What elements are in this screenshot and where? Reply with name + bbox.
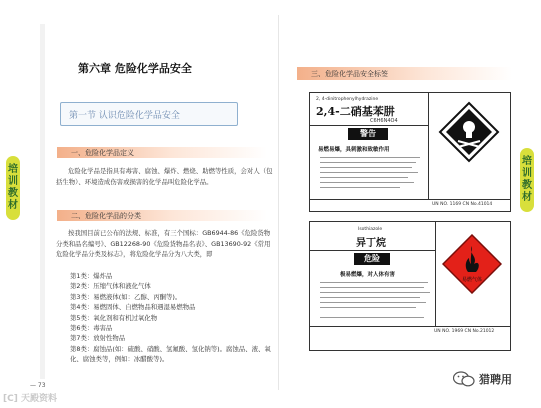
label-english-name: Isothiazole	[358, 227, 383, 232]
list-item: 第5类：氧化剂和有机过氧化物	[70, 313, 158, 322]
side-tab-char: 训	[8, 176, 18, 187]
hazard-statement: 极易燃爆，对人体有害	[340, 272, 396, 278]
text-line	[320, 157, 420, 158]
list-item: 第4类：易燃固体、自燃物品和遇湿易燃物品	[70, 303, 196, 312]
text-line	[320, 307, 416, 308]
watermark-right-text: 猎聘用	[479, 373, 512, 386]
list-item: 第6类：毒害品	[70, 324, 113, 333]
heading-classification-text: 二、危险化学品的分类	[71, 212, 141, 220]
classification-paragraph: 按我国目前已公布的法规、标准，有三个国标：GB6944-86《危险货物分类和品名编号》、GB12268-90《危险货物品名表》、GB13690-92《常用危险化学品分类及标志》，将危险化学品分为八大类，即	[56, 229, 271, 258]
list-item: 第2类：压缩气体和液化气体	[70, 282, 151, 291]
un-number: UN NO. 1969 CN No.21012	[434, 329, 495, 334]
text-line	[320, 282, 428, 283]
side-tab-char: 训	[522, 168, 532, 179]
heading-classification	[57, 210, 267, 221]
side-tab-char: 材	[8, 200, 18, 211]
page-spine	[278, 15, 279, 390]
section-title-box	[60, 102, 238, 126]
chapter-title: 第六章 危险化学品安全	[78, 62, 192, 75]
list-item: 第3类：易燃液体(如：乙醇、丙酮等)。	[70, 292, 182, 301]
divider	[310, 326, 510, 327]
toxic-hazard-diamond-icon	[438, 101, 500, 163]
list-item: 第8类：腐蚀品(如：硫酸、硝酸、氢氟酸、氢化钠等)。腐蚀品、液、氧化、腐蚀类等，例如：冰醋酸等)。	[70, 344, 271, 364]
divider	[310, 250, 435, 251]
side-tab-char: 培	[522, 156, 532, 167]
watermark-right	[453, 371, 512, 387]
flammable-gas-diamond-icon	[442, 234, 502, 294]
list-item: 第7类：放射性物品	[70, 334, 126, 343]
signal-word: 危险	[354, 253, 390, 265]
heading-definition-text: 一、危险化学品定义	[71, 149, 134, 157]
side-tab-char: 培	[8, 164, 18, 175]
text-line	[320, 187, 400, 188]
section-title: 第一节 认识危险化学品安全	[69, 111, 180, 121]
side-tab-char: 教	[8, 188, 18, 199]
heading-definition	[57, 147, 267, 158]
hazard-statement: 易燃易爆，具刺激和致敏作用	[318, 147, 390, 153]
definition-paragraph: 危险化学品是指具有毒害、腐蚀、爆炸、燃烧、助燃等性质，会对人（包括生物）、环境造成伤害或损害的化学品叫危险化学品。	[56, 167, 273, 186]
label-formula: C6H6N4O4	[370, 118, 398, 124]
left-margin-bar	[40, 24, 45, 379]
class-list	[70, 271, 275, 365]
list-item: 第1类：爆炸品	[70, 272, 113, 280]
un-number: UN NO. 1169 CN No.41014	[432, 202, 493, 207]
divider	[310, 199, 510, 200]
signal-word: 警告	[348, 128, 388, 140]
divider	[435, 222, 436, 326]
text-line	[320, 167, 412, 168]
text-line	[320, 287, 424, 288]
divider	[310, 125, 428, 126]
diamond-label: 易燃气体	[461, 277, 483, 283]
label-chemical-name: 异丁烷	[356, 238, 386, 249]
text-line	[320, 292, 430, 293]
divider	[428, 93, 429, 199]
text-line	[320, 177, 408, 178]
side-tab-right	[520, 148, 534, 212]
text-line	[320, 297, 420, 298]
side-tab-left	[6, 156, 20, 220]
heading-labels	[297, 67, 512, 80]
page-number: — 73	[30, 382, 46, 389]
heading-labels-text: 三、危险化学品安全标签	[311, 70, 388, 78]
wechat-icon	[453, 371, 475, 387]
safety-label-1	[309, 92, 511, 212]
text-line	[320, 162, 416, 163]
text-line	[320, 182, 414, 183]
side-tab-char: 教	[522, 180, 532, 191]
text-line	[320, 172, 418, 173]
text-line	[320, 302, 426, 303]
label-english-name: 2, 4-dinitrophenylhydrazine	[316, 97, 379, 102]
side-tab-char: 材	[522, 192, 532, 203]
safety-label-2	[309, 221, 511, 351]
watermark-left: [C] 天殿资料	[3, 394, 57, 404]
text-line	[320, 317, 424, 318]
label-chemical-name: 2,4-二硝基苯肼	[316, 105, 395, 118]
